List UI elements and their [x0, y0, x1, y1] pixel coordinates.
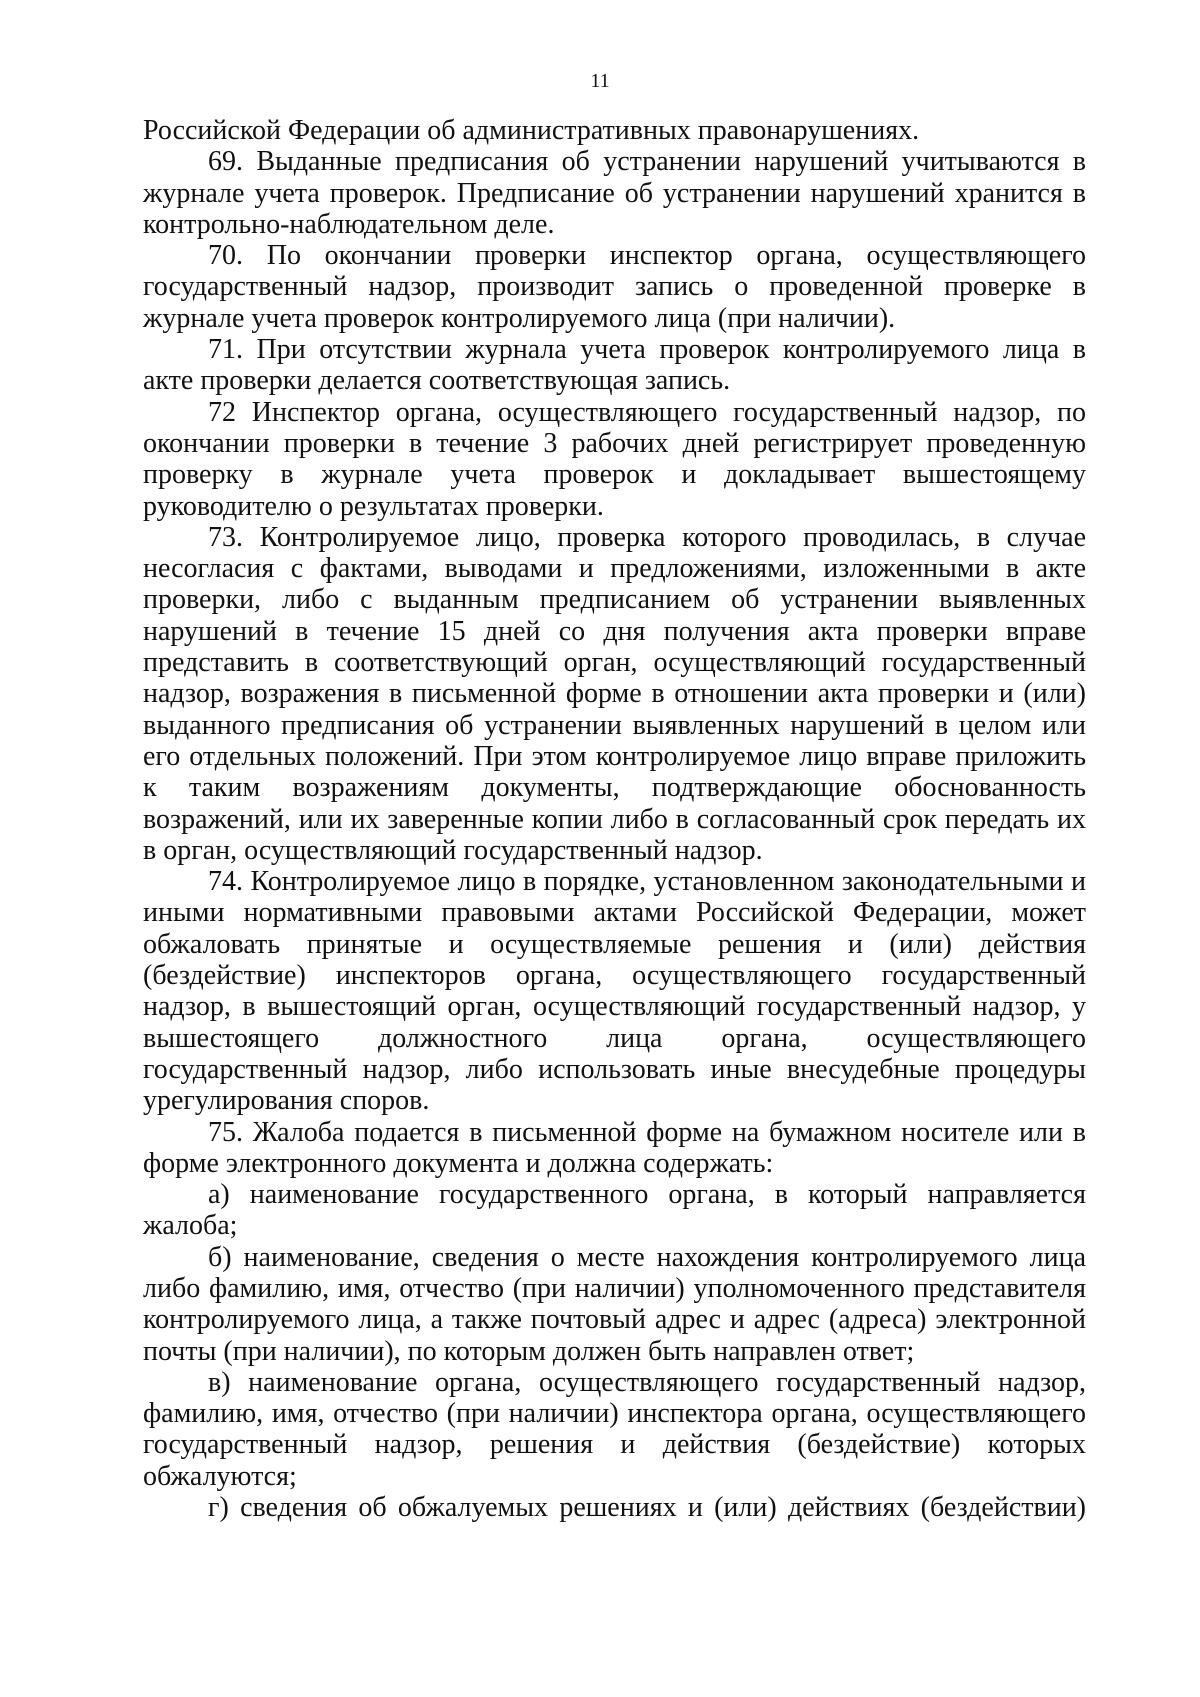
paragraph-69: 69. Выданные предписания об устранении нарушений учитываются в журнале учета проверок. Предписание об устранении нарушений хранится в контрольно-наблюдательном деле.	[143, 146, 1086, 240]
paragraph-continuation: Российской Федерации об административных правонарушениях.	[143, 115, 920, 146]
paragraph-74: 74. Контролируемое лицо в порядке, установленном законодательными и иными нормативными правовыми актами Российской Федерации, может обжаловать принятые и осуществляемые решения и (или) действия (бездействие) инспекторов органа, осуществляющего государственный надзор, в вышестоящий орган, осуществляющий государственный надзор, у вышестоящего должностного лица органа, осуществляющего государственный надзор, либо использовать иные внесудебные процедуры урегулирования споров.	[143, 866, 1086, 1117]
paragraph-70: 70. По окончании проверки инспектор органа, осуществляющего государственный надзор, производит запись о проведенной проверке в журнале учета проверок контролируемого лица (при наличии).	[143, 240, 1086, 334]
paragraph-73: 73. Контролируемое лицо, проверка которого проводилась, в случае несогласия с фактами, выводами и предложениями, изложенными в акте проверки, либо с выданным предписанием об устранении выявленных нарушений в течение 15 дней со дня получения акта проверки вправе представить в соответствующий орган, осуществляющий государственный надзор, возражения в письменной форме в отношении акта проверки и (или) выданного предписания об устранении выявленных нарушений в целом или его отдельных положений. При этом контролируемое лицо вправе приложить к таким возражениям документы, подтверждающие обоснованность возражений, или их заверенные копии либо в согласованный срок передать их в орган, осуществляющий государственный надзор.	[143, 521, 1086, 866]
paragraph-72: 72 Инспектор органа, осуществляющего государственный надзор, по окончании проверки в течение 3 рабочих дней регистрирует проведенную проверку в журнале учета проверок и докладывает вышестоящему руководителю о результатах проверки.	[143, 396, 1086, 522]
paragraph-75-item-a: а) наименование государственного органа, в который направляется жалоба;	[143, 1179, 1086, 1242]
paragraph-75-item-v: в) наименование органа, осуществляющего государственный надзор, фамилию, имя, отчество (при наличии) инспектора органа, осуществляющего государственный надзор, решения и действия (бездействие) которых обжалуются;	[143, 1366, 1086, 1492]
paragraph-75-item-b: б) наименование, сведения о месте нахождения контролируемого лица либо фамилию, имя, отчество (при наличии) уполномоченного представителя контролируемого лица, а также почтовый адрес и адрес (адреса) электронной почты (при наличии), по которым должен быть направлен ответ;	[143, 1241, 1086, 1367]
paragraph-71: 71. При отсутствии журнала учета проверок контролируемого лица в акте проверки делается соответствующая запись.	[143, 334, 1086, 397]
paragraph-75: 75. Жалоба подается в письменной форме на бумажном носителе или в форме электронного документа и должна содержать:	[143, 1116, 1086, 1179]
document-body	[143, 115, 1086, 1523]
paragraph-75-item-g: г) сведения об обжалуемых решениях и (или) действиях (бездействии)	[208, 1492, 1086, 1524]
page-number: 11	[590, 70, 610, 92]
